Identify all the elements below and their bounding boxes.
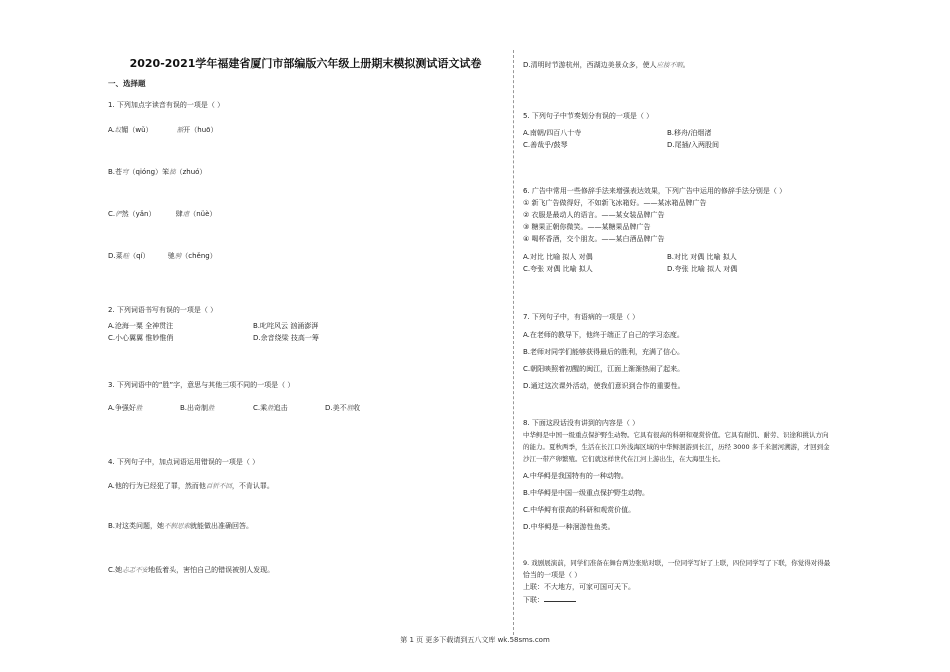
q8-option-d: D.中华鲟是一种洄游性鱼类。 bbox=[523, 523, 615, 531]
q3-option-b: B.出奇制胜 bbox=[180, 404, 215, 412]
q4-option-c: C.她忐忑不安地低着头，害怕自己的错误被别人发现。 bbox=[108, 566, 275, 574]
q1-option-a: A.纹媚（wǔ） 豁开（huō） bbox=[108, 126, 218, 134]
q2-stem: 2. 下列词语书写有误的一项是（ ） bbox=[108, 306, 218, 314]
q4-stem: 4. 下列句子中，加点词语运用错误的一项是（ ） bbox=[108, 458, 260, 466]
q8-option-c: C.中华鲟有很高的科研和观赏价值。 bbox=[523, 506, 636, 514]
q8-option-a: A.中华鲟是我国特有的一种动物。 bbox=[523, 472, 628, 480]
q6-item-2: ② 衣服是最动人的语言。——某女装品牌广告 bbox=[523, 211, 665, 219]
q8-option-b: B.中华鲟是中国一级重点保护野生动物。 bbox=[523, 489, 650, 497]
q5-option-d: D.尾插/入两股间 bbox=[667, 141, 719, 149]
q7-stem: 7. 下列句子中，有语病的一项是（ ） bbox=[523, 313, 640, 321]
q8-stem: 8. 下面这段话没有讲到的内容是（ ） bbox=[523, 419, 640, 427]
column-divider bbox=[513, 50, 514, 635]
q2-option-b: B.叱咤风云 汹涌澎湃 bbox=[253, 322, 319, 330]
q8-passage-line3: 沙江一带产卵繁殖。它们就这样世代在江河上游出生，在大海里生长。 bbox=[523, 455, 725, 463]
q6-option-c: C.夸张 对偶 比喻 拟人 bbox=[523, 265, 593, 273]
q9-stem-line2: 恰当的一项是（ ） bbox=[523, 571, 582, 579]
q3-option-a: A.争强好胜 bbox=[108, 404, 143, 412]
q2-option-a: A.沧海一粟 全神贯注 bbox=[108, 322, 174, 330]
q1-stem: 1. 下列加点字读音有误的一项是（ ） bbox=[108, 101, 225, 109]
q1-option-d: D.菜畦（qí） 驰骋（chěng） bbox=[108, 252, 217, 260]
q1-c-dot1: 俨 bbox=[115, 210, 122, 218]
q6-stem: 6. 广告中常用一些修辞手法来增强表达效果，下列广告中运用的修辞手法分别是（ ） bbox=[523, 187, 787, 195]
q9-stem-line1: 9. 戏剧展演前，同学们准备在舞台两边张贴对联，一位同学写好了上联，四位同学写了下联，你觉得对得最 bbox=[523, 559, 831, 567]
q4-option-a: A.他的行为已经犯了罪，然而他百折不回，不肯认罪。 bbox=[108, 482, 274, 490]
q1-c-dot2: 虐 bbox=[182, 210, 190, 218]
q6-option-d: D.夸张 比喻 拟人 对偶 bbox=[667, 265, 738, 273]
q1-a-dot2: 豁 bbox=[176, 126, 184, 134]
q9-lower-couplet: 下联： bbox=[523, 594, 576, 605]
q5-option-c: C.善哉乎/鼓琴 bbox=[523, 141, 568, 149]
q5-option-b: B.移舟/泊烟渚 bbox=[667, 129, 712, 137]
q3-option-c: C.乘胜追击 bbox=[253, 404, 288, 412]
q6-option-a: A.对比 比喻 拟人 对偶 bbox=[523, 253, 593, 261]
q1-d-dot2: 骋 bbox=[174, 252, 182, 260]
q1-a-dot1: 纹 bbox=[114, 126, 122, 134]
q3-stem: 3. 下列词语中的“胜”字，意思与其他三项不同的一项是（ ） bbox=[108, 381, 295, 389]
answer-blank[interactable] bbox=[544, 594, 576, 602]
q5-option-a: A.南朝/四百八十寺 bbox=[523, 129, 582, 137]
q7-option-b: B.老师对同学们能够获得最后的胜利，充满了信心。 bbox=[523, 348, 685, 356]
q4-option-d: D.清明时节游杭州，西湖边美景众多，使人应接不暇。 bbox=[523, 61, 690, 69]
q7-option-a: A.在老师的教导下，他终于端正了自己的学习态度。 bbox=[523, 331, 684, 339]
q6-option-b: B.对比 对偶 比喻 拟人 bbox=[667, 253, 737, 261]
q1-option-c: C.俨然（yǎn） 肆虐（nüè） bbox=[108, 210, 217, 218]
q7-option-c: C.朝阳映照着初醒的闽江，江面上渐渐热闹了起来。 bbox=[523, 365, 685, 373]
q8-passage-line2: 的能力。夏秋两季，生活在长江口外浅海区域的中华鲟洄游到长江，历经 3000 多千米洄河溯游，才回到金 bbox=[523, 443, 830, 451]
page-title: 2020-2021学年福建省厦门市部编版六年级上册期末模拟测试语文试卷 bbox=[129, 57, 482, 70]
page-footer: 第 1 页 更多下载请到五八文库 wk.58sms.com bbox=[400, 636, 550, 644]
q1-b-dot1: 穹 bbox=[122, 168, 129, 176]
q2-option-d: D.余音绕梁 技高一筹 bbox=[253, 334, 319, 342]
q6-item-4: ④ 喝杯香酒，交个朋友。——某白酒品牌广告 bbox=[523, 235, 665, 243]
q6-item-1: ① 新飞广告做得好，不如新飞冰箱好。——某冰箱品牌广告 bbox=[523, 199, 707, 207]
q2-option-c: C.小心翼翼 惟妙惟俏 bbox=[108, 334, 174, 342]
q7-option-d: D.通过这次课外活动，使我们意识到合作的重要性。 bbox=[523, 382, 685, 390]
q9-upper-couplet: 上联：不大地方，可家可国可天下。 bbox=[523, 583, 635, 591]
q1-d-dot1: 畦 bbox=[122, 252, 130, 260]
q4-option-b: B.对这类问题，她不假思索就能做出准确回答。 bbox=[108, 522, 254, 530]
q5-stem: 5. 下列句子中节奏划分有误的一项是（ ） bbox=[523, 112, 654, 120]
q3-option-d: D.美不胜收 bbox=[325, 404, 361, 412]
q1-option-b: B.苍穹（qióng）笨拙（zhuó） bbox=[108, 168, 207, 176]
q8-passage-line1: 中华鲟是中国一级重点保护野生动物。它具有很高的科研和观赏价值。它具有耐饥、耐劳、识途和挑认方向 bbox=[523, 431, 829, 439]
q1-b-dot2: 拙 bbox=[169, 168, 176, 176]
q6-item-3: ③ 糖果正朝你微笑。——某糖果品牌广告 bbox=[523, 223, 651, 231]
section-heading: 一、选择题 bbox=[108, 79, 146, 88]
